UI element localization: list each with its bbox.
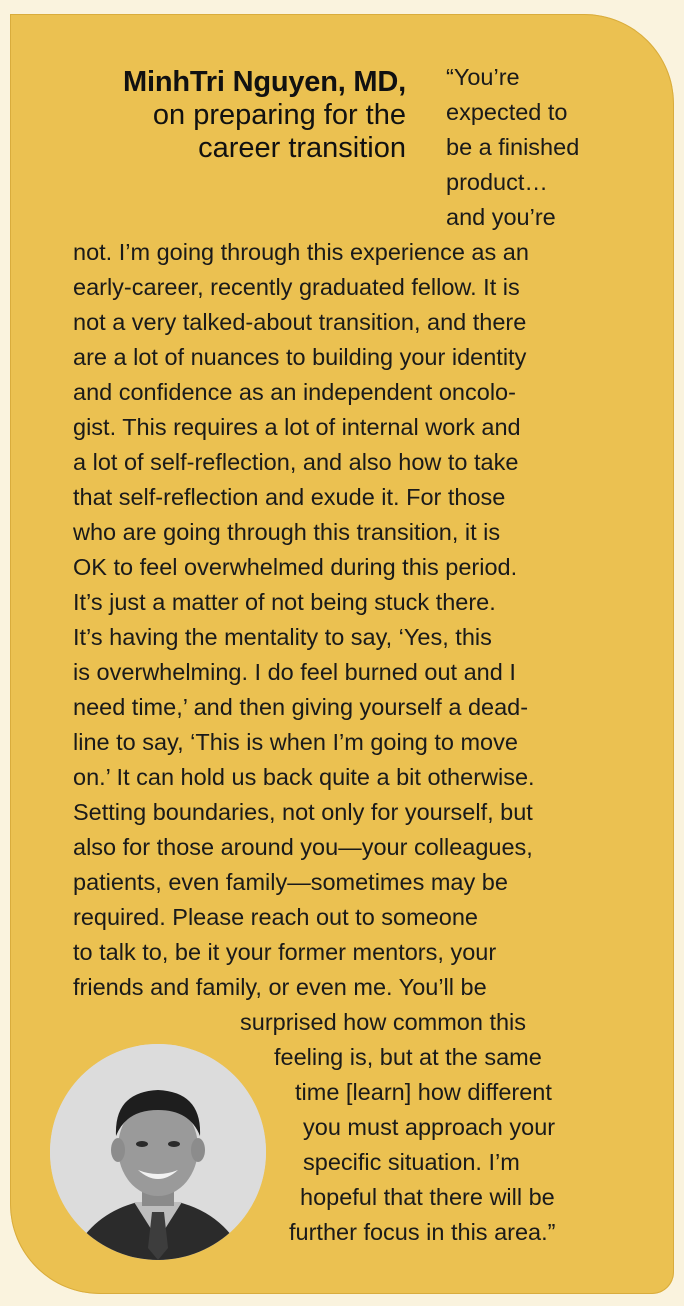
topic-line-1: on preparing for the [152,99,406,131]
quote-line: early-career, recently graduated fellow. It is [73,274,520,300]
speaker-name: MinhTri Nguyen, MD, [123,66,406,98]
quote-line: “You’re [446,64,520,90]
quote-line: product… [446,169,548,195]
quote-line: further focus in this area.” [289,1219,556,1245]
quote-line: not a very talked-about transition, and there [73,309,527,335]
quote-line: on.’ It can hold us back quite a bit otherwise. [73,764,535,790]
quote-line: and you’re [446,204,556,230]
quote-line: and confidence as an independent oncolo- [73,379,516,405]
quote-line: you must approach your [303,1114,556,1140]
quote-line: patients, even family—sometimes may be [73,869,508,895]
quote-line: surprised how common this [240,1009,527,1035]
quote-line: a lot of self-reflection, and also how to take [73,449,519,475]
quote-line: OK to feel overwhelmed during this period. [73,554,518,580]
quote-line: need time,’ and then giving yourself a dead- [73,694,529,720]
quote-line: to talk to, be it your former mentors, your [73,939,497,965]
quote-line: required. Please reach out to someone [73,904,478,930]
quote-line: Setting boundaries, not only for yourself, but [73,799,533,825]
quote-line: expected to [446,99,568,125]
quote-line: that self-reflection and exude it. For those [73,484,506,510]
topic-line-2: career transition [198,132,406,164]
quote-line: It’s having the mentality to say, ‘Yes, this [73,624,492,650]
quote-line: are a lot of nuances to building your identity [73,344,527,370]
quote-line: specific situation. I’m [303,1149,520,1175]
quote-line: is overwhelming. I do feel burned out and I [73,659,516,685]
quote-line: not. I’m going through this experience as an [73,239,529,265]
quote-line: feeling is, but at the same [274,1044,542,1070]
speaker-portrait [50,1044,266,1260]
quote-line: friends and family, or even me. You’ll be [73,974,487,1000]
quote-heading [123,66,406,165]
quote-line: time [learn] how different [295,1079,552,1105]
quote-line: gist. This requires a lot of internal work and [73,414,521,440]
speaker-portrait-illustration [50,1044,266,1260]
quote-line: also for those around you—your colleagues, [73,834,533,860]
quote-line: hopeful that there will be [300,1184,555,1210]
quote-line: line to say, ‘This is when I’m going to move [73,729,518,755]
quote-line: be a finished [446,134,580,160]
quote-line: who are going through this transition, it is [73,519,501,545]
quote-line: It’s just a matter of not being stuck there. [73,589,496,615]
